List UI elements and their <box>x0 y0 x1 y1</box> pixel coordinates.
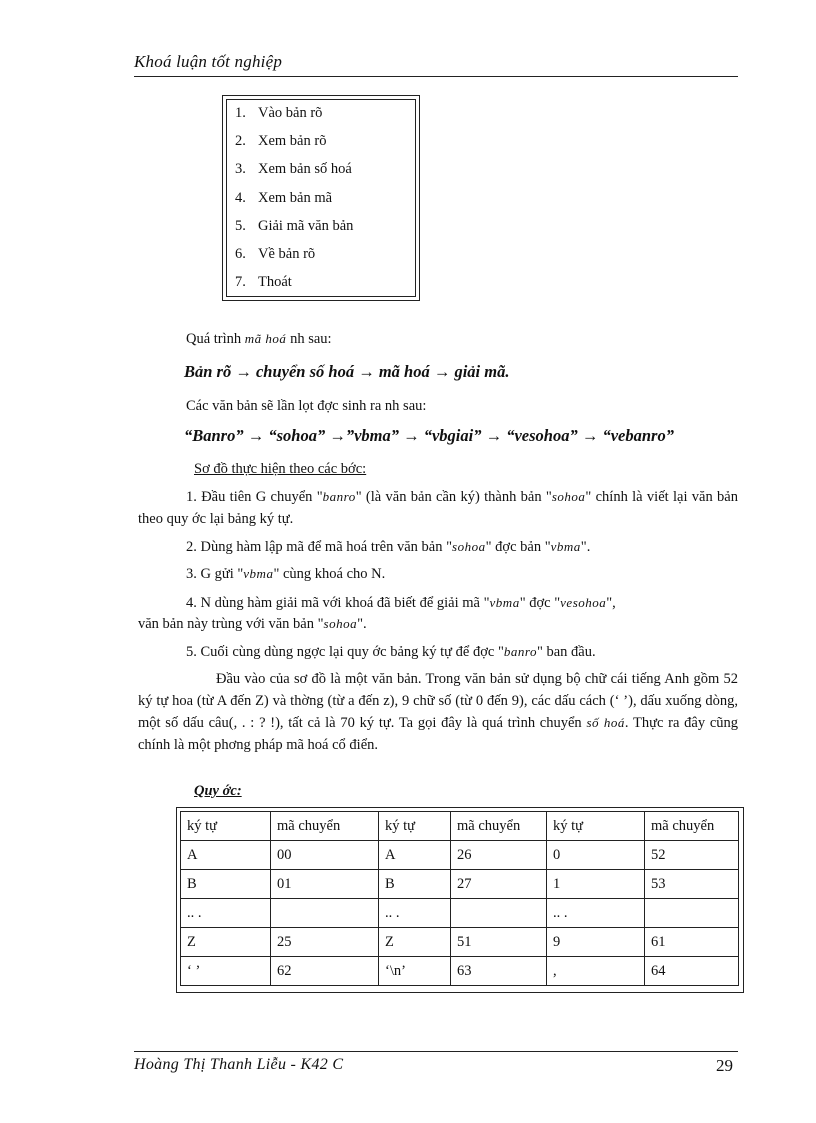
menu-item-number: 5. <box>235 217 246 234</box>
menu-item <box>235 271 353 299</box>
menu-item <box>235 243 353 271</box>
step-text: " chính là viết lại văn bản theo quy ớc lại bảng ký tự. <box>138 489 738 527</box>
table-cell: .. . <box>181 899 271 928</box>
menu-item-label: Xem bản mã <box>258 189 333 206</box>
step-term: vesohoa <box>560 595 607 610</box>
step-5 <box>186 641 596 663</box>
menu-item <box>235 102 353 130</box>
step-2 <box>186 536 590 558</box>
table-cell <box>645 899 739 928</box>
table-cell: 61 <box>645 928 739 957</box>
step-text: ". <box>580 539 591 555</box>
step-4-line-1 <box>186 592 616 614</box>
table-header-cell: ký tự <box>547 812 645 841</box>
process-intro <box>186 328 332 350</box>
step-text: 3. G gửi " <box>186 566 244 582</box>
table-cell: 27 <box>451 870 547 899</box>
table-header-cell: ký tự <box>181 812 271 841</box>
table-cell: 0 <box>547 841 645 870</box>
table-row <box>181 957 739 986</box>
menu-item <box>235 158 353 186</box>
step-text: văn bản này trùng với văn bản " <box>138 616 324 632</box>
menu-item-number: 4. <box>235 189 246 206</box>
step-term: vbma <box>550 539 581 554</box>
footer-author: Hoàng Thị Thanh Liễu - K42 C <box>134 1056 344 1073</box>
table-cell: 01 <box>271 870 379 899</box>
step-text: ", <box>606 595 616 611</box>
files-intro: Các văn bản sẽ lần lọt đợc sinh ra nh sau: <box>186 398 427 414</box>
process-text-end: nh sau: <box>286 331 332 347</box>
table-row <box>181 870 739 899</box>
table-header-row <box>181 812 739 841</box>
step-term: banro <box>503 644 537 659</box>
quy-uoc-heading: Quy ớc: <box>194 783 242 799</box>
step-text: 1. Đầu tiên G chuyển " <box>186 489 323 505</box>
table-cell: 00 <box>271 841 379 870</box>
header-rule <box>134 76 738 77</box>
menu-item <box>235 215 353 243</box>
table-cell: .. . <box>547 899 645 928</box>
menu-item-number: 2. <box>235 133 246 150</box>
table-row <box>181 841 739 870</box>
table-cell: 26 <box>451 841 547 870</box>
menu-item-label: Xem bản số hoá <box>258 161 352 178</box>
step-4-line-2 <box>138 613 367 635</box>
process-text: Quá trình <box>186 331 245 347</box>
table-header-cell: ký tự <box>379 812 451 841</box>
menu-item <box>235 130 353 158</box>
footer-rule <box>134 1051 738 1052</box>
table-cell <box>451 899 547 928</box>
menu-item-number: 3. <box>235 161 246 178</box>
step-text: 5. Cuối cùng dùng ngợc lại quy ớc bảng ký tự để đợc " <box>186 644 504 660</box>
table-cell: 62 <box>271 957 379 986</box>
conversion-table-frame <box>176 807 744 993</box>
table-header-cell: mã chuyển <box>271 812 379 841</box>
step-1 <box>138 486 738 530</box>
table-cell: A <box>181 841 271 870</box>
step-term: sohoa <box>452 539 486 554</box>
table-cell: ‘ ’ <box>181 957 271 986</box>
menu-item-label: Giải mã văn bản <box>258 217 354 234</box>
header-title: Khoá luận tốt nghiệp <box>134 52 283 71</box>
table-cell: Z <box>379 928 451 957</box>
step-text: ". <box>357 616 367 632</box>
table-header-cell: mã chuyển <box>645 812 739 841</box>
step-term: vbma <box>489 595 520 610</box>
step-text: " cùng khoá cho N. <box>273 566 386 582</box>
process-term: mã hoá <box>244 331 287 346</box>
step-text: 4. N dùng hàm giải mã với khoá đã biết để giải mã " <box>186 595 490 611</box>
table-cell: A <box>379 841 451 870</box>
paragraph-term: số hoá <box>586 715 625 730</box>
menu-item-label: Thoát <box>258 274 292 291</box>
step-text: " ban đầu. <box>536 644 596 660</box>
step-3 <box>186 563 385 585</box>
menu-item-number: 6. <box>235 245 246 262</box>
menu-item-number: 1. <box>235 105 246 121</box>
step-text: " (là văn bản cần ký) thành bản " <box>355 489 552 505</box>
table-cell: B <box>379 870 451 899</box>
table-cell: B <box>181 870 271 899</box>
flow-diagram-1: Bản rõ → chuyển số hoá → mã hoá → giải mã. <box>184 362 510 381</box>
step-term: vbma <box>243 566 274 581</box>
table-header-cell: mã chuyển <box>451 812 547 841</box>
page-number: 29 <box>716 1056 733 1075</box>
conversion-table <box>180 811 739 986</box>
table-cell: 51 <box>451 928 547 957</box>
table-cell: , <box>547 957 645 986</box>
table-cell: 9 <box>547 928 645 957</box>
menu-item-number: 7. <box>235 274 246 291</box>
table-cell: 63 <box>451 957 547 986</box>
table-cell: ‘\n’ <box>379 957 451 986</box>
flow-diagram-2: “Banro” → “sohoa” →”vbma” → “vbgiai” → “vesohoa” → “vebanro” <box>184 426 674 445</box>
menu-list <box>235 102 353 299</box>
table-row <box>181 899 739 928</box>
paragraph-text: . Thực ra đây cũng chính là một phơng pháp mã hoá cổ điển. <box>138 715 738 753</box>
step-text: " đợc bản " <box>485 539 551 555</box>
diagram-heading: Sơ đồ thực hiện theo các bớc: <box>194 461 367 477</box>
menu-inner-border <box>226 99 416 297</box>
menu-item-label: Về bản rõ <box>258 245 316 262</box>
step-term: sohoa <box>323 616 358 631</box>
table-cell: .. . <box>379 899 451 928</box>
table-cell: 64 <box>645 957 739 986</box>
menu-item-label: Vào bản rõ <box>258 105 323 121</box>
menu-box <box>222 95 420 301</box>
paragraph-text: Đầu vào của sơ đồ là một văn bản. Trong văn bản sử dụng bộ chữ cái tiếng Anh gồm 52 ký tự hoa (từ A đến Z) và thờng (từ a đến z), 9 chữ số (từ 0 đến 9), các dấu cách (‘ ’), dấu xuống dòng, một số dấu câu(, . : ? !), tất cả là 70 ký tự. Ta gọi đây là quá trình chuyển <box>138 671 738 731</box>
step-term: banro <box>322 489 356 504</box>
table-row <box>181 928 739 957</box>
table-cell: 52 <box>645 841 739 870</box>
step-text: 2. Dùng hàm lập mã để mã hoá trên văn bản " <box>186 539 453 555</box>
table-cell: 53 <box>645 870 739 899</box>
menu-item-label: Xem bản rõ <box>258 133 327 150</box>
table-cell: Z <box>181 928 271 957</box>
menu-item <box>235 187 353 215</box>
table-cell: 1 <box>547 870 645 899</box>
conversion-table-wrap <box>180 811 739 986</box>
step-text: " đợc " <box>519 595 561 611</box>
step-term: sohoa <box>551 489 586 504</box>
table-cell: 25 <box>271 928 379 957</box>
table-cell <box>271 899 379 928</box>
input-paragraph <box>138 669 738 756</box>
